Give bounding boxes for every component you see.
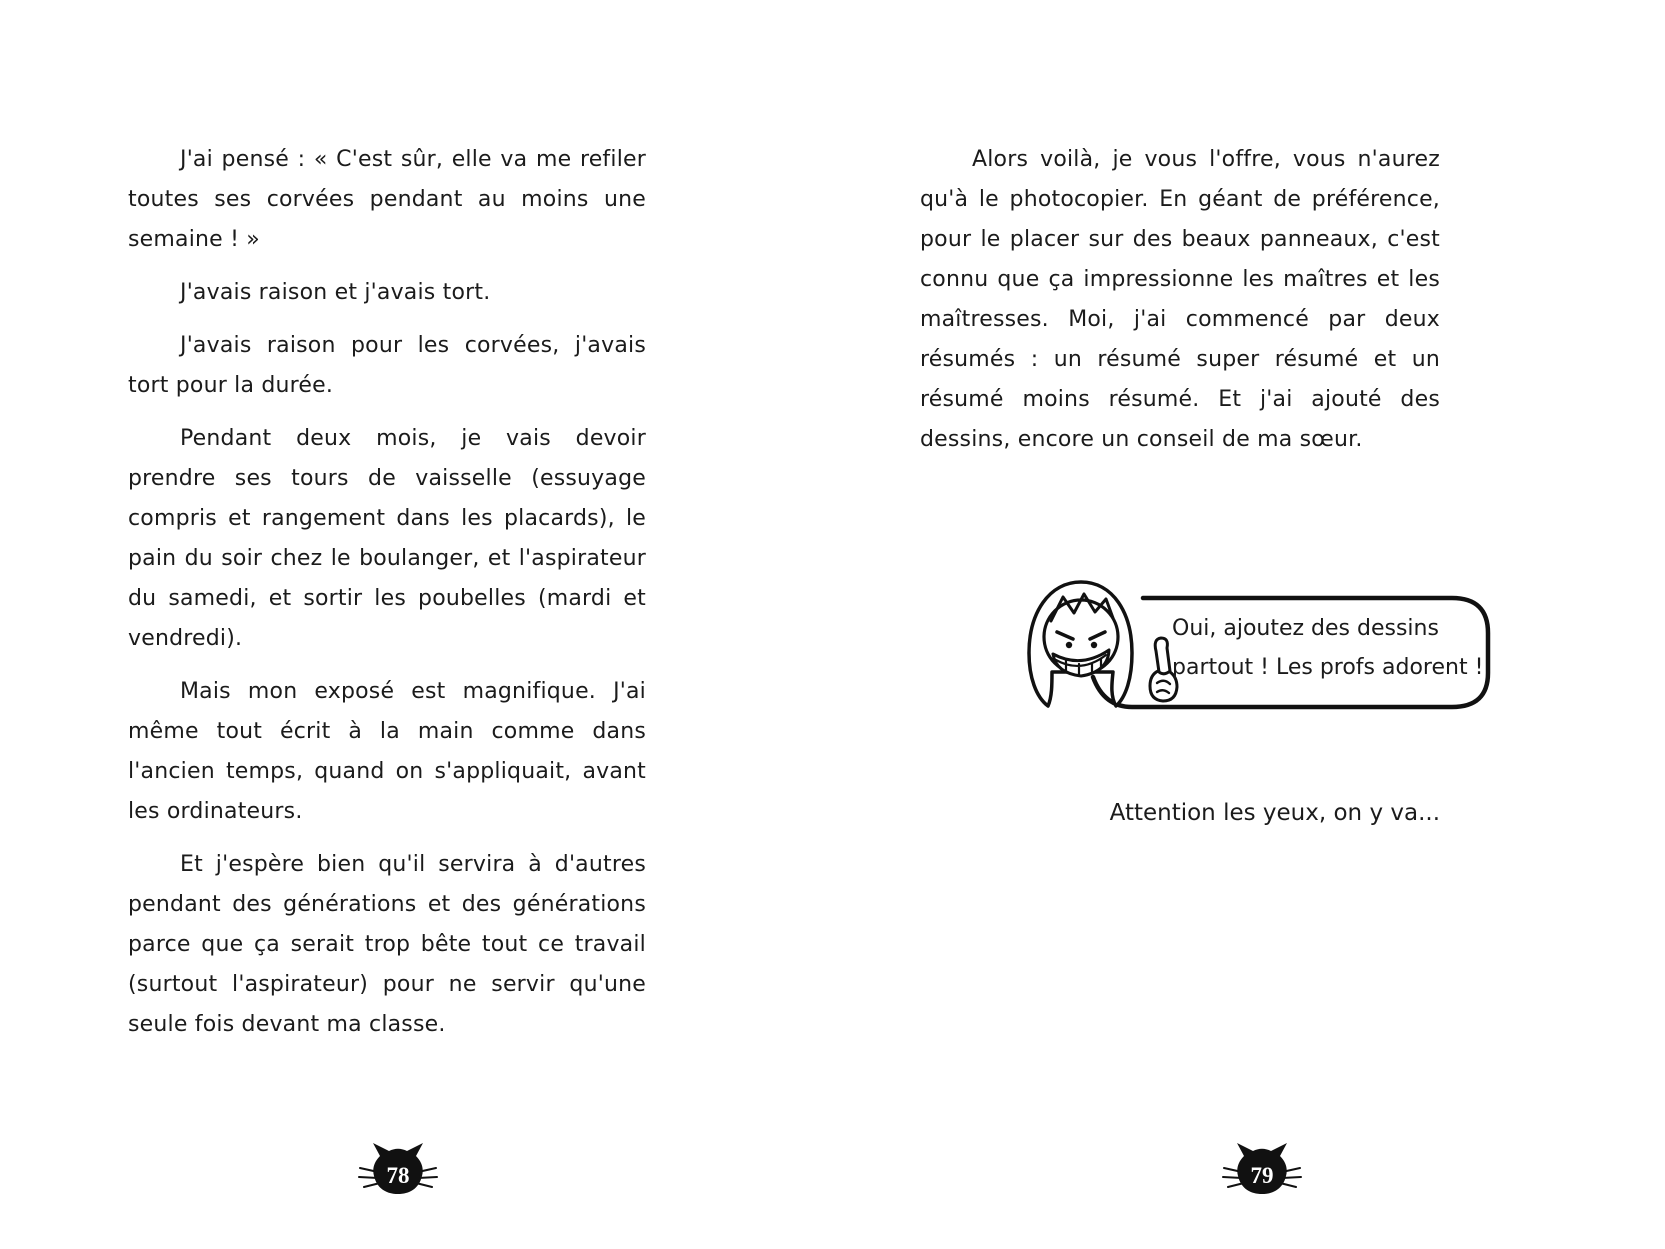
- bubble-line-2: partout ! Les profs adorent !: [1172, 655, 1484, 680]
- right-page-text-column: [920, 140, 1440, 473]
- page-number: 79: [1250, 1163, 1274, 1188]
- cat-page-marker-right: [1222, 1140, 1302, 1200]
- girl-avatar-drawing: [1029, 582, 1132, 706]
- paragraph: Pendant deux mois, je vais devoir prendre ses tours de vaisselle (essuyage compris et rangement dans les placards), le pain du soir chez le boulanger, et l'aspirateur du samedi, et sortir les poubelles (mardi et vendredi).: [128, 426, 646, 651]
- bubble-text: [1172, 609, 1484, 687]
- eye: [1066, 642, 1072, 648]
- left-page-text-column: [128, 140, 646, 1058]
- speech-bubble: [1000, 555, 1500, 730]
- paragraph: J'ai pensé : « C'est sûr, elle va me refiler toutes ses corvées pendant au moins une semaine ! »: [128, 147, 646, 252]
- page-number: 78: [386, 1163, 410, 1188]
- paragraph: J'avais raison et j'avais tort.: [180, 280, 491, 305]
- paragraph: Et j'espère bien qu'il servira à d'autres pendant des générations et des générations parce que ça serait trop bête tout ce travail (surtout l'aspirateur) pour ne servir qu'une seule fois devant ma classe.: [128, 852, 646, 1037]
- cat-head-icon: [358, 1140, 438, 1200]
- paragraph: Alors voilà, je vous l'offre, vous n'aurez qu'à le photocopier. En géant de préférence, pour le placer sur des beaux panneaux, c'est connu que ça impressionne les maîtres et les maîtresses. Moi, j'ai commencé par deux résumés : un résumé super résumé et un résumé moins résumé. Et j'ai ajouté des dessins, encore un conseil de ma sœur.: [920, 147, 1440, 452]
- paragraph: Mais mon exposé est magnifique. J'ai même tout écrit à la main comme dans l'ancien temps, quand on s'appliquait, avant les ordinateurs.: [128, 679, 646, 824]
- cat-page-marker-left: [358, 1140, 438, 1200]
- bubble-line-1: Oui, ajoutez des dessins: [1172, 616, 1439, 641]
- closing-line: Attention les yeux, on y va...: [1109, 800, 1440, 826]
- cat-head-icon: [1222, 1140, 1302, 1200]
- paragraph: J'avais raison pour les corvées, j'avais tort pour la durée.: [128, 333, 646, 398]
- eye: [1091, 642, 1097, 648]
